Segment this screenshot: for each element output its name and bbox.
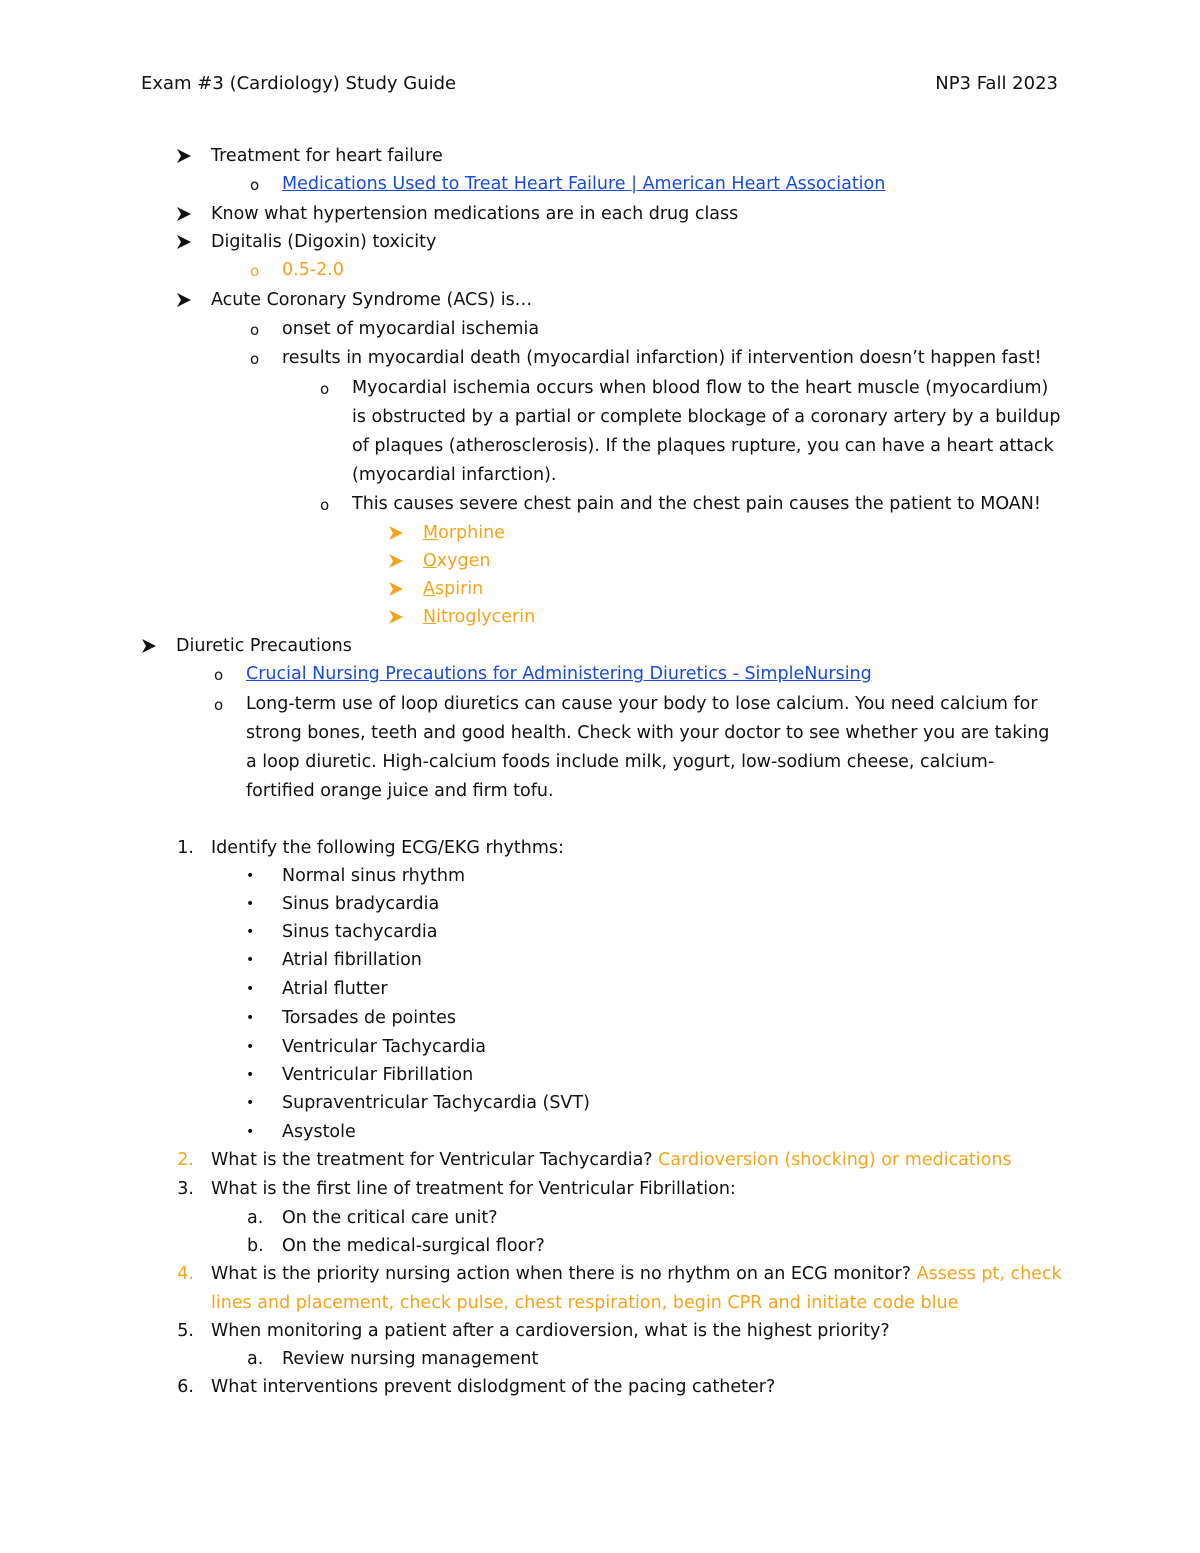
dot-bullet-icon: • (246, 924, 255, 940)
sub-label: b. (247, 1236, 264, 1256)
moan-initial: M (423, 523, 439, 543)
diuretic-note-line: fortified orange juice and firm tofu. (246, 781, 554, 801)
circle-bullet-icon: o (320, 380, 330, 398)
question-text: What is the priority nursing action when there is no rhythm on an ECG monitor? (211, 1264, 912, 1284)
moan-rest: itroglycerin (436, 607, 536, 627)
dot-bullet-icon: • (246, 868, 255, 884)
rhythm-item: Normal sinus rhythm (282, 866, 466, 886)
acs-item: results in myocardial death (myocardial infarction) if intervention doesn’t happen fast! (282, 348, 1042, 368)
acs-heading: Acute Coronary Syndrome (ACS) is… (211, 290, 533, 310)
rhythm-item: Ventricular Fibrillation (282, 1065, 474, 1085)
dot-bullet-icon: • (246, 952, 255, 968)
moan-rest: spirin (434, 579, 484, 599)
diuretic-heading: Diuretic Precautions (176, 636, 352, 656)
hypertension-item: Know what hypertension medications are in each drug class (211, 204, 739, 224)
diuretic-note-line: a loop diuretic. High-calcium foods include milk, yogurt, low-sodium cheese, calcium- (246, 752, 995, 772)
moan-nitroglycerin (423, 605, 535, 629)
header-term: NP3 Fall 2023 (935, 73, 1058, 94)
arrow-bullet-icon (389, 610, 403, 624)
moan-morphine (423, 521, 505, 545)
rhythm-item: Ventricular Tachycardia (282, 1037, 486, 1057)
header-title: Exam #3 (Cardiology) Study Guide (141, 73, 457, 94)
question-number: 4. (177, 1264, 194, 1284)
sub-label: a. (247, 1208, 264, 1228)
diuretic-note-line: Long-term use of loop diuretics can cause your body to lose calcium. You need calcium for (246, 694, 1038, 714)
dot-bullet-icon: • (246, 1124, 255, 1140)
question-item (211, 1262, 1062, 1286)
heart-failure-medications-link[interactable]: Medications Used to Treat Heart Failure | American Heart Association (282, 174, 886, 194)
arrow-bullet-icon (389, 526, 403, 540)
ischemia-text-line: Myocardial ischemia occurs when blood flow to the heart muscle (myocardium) (352, 378, 1049, 398)
sub-item: On the medical-surgical floor? (282, 1236, 545, 1256)
rhythm-item: Asystole (282, 1122, 356, 1142)
rhythm-item: Torsades de pointes (282, 1008, 456, 1028)
moan-initial: N (423, 607, 437, 627)
dot-bullet-icon: • (246, 896, 255, 912)
question-number: 3. (177, 1179, 194, 1199)
dot-bullet-icon: • (246, 1039, 255, 1055)
moan-aspirin (423, 577, 483, 601)
answer-text: Cardioversion (shocking) or medications (658, 1150, 1012, 1170)
circle-bullet-icon: o (250, 176, 260, 194)
circle-bullet-icon: o (250, 350, 260, 368)
question-number: 2. (177, 1150, 194, 1170)
arrow-bullet-icon (389, 582, 403, 596)
question-text: What is the first line of treatment for Ventricular Fibrillation: (211, 1179, 736, 1199)
arrow-bullet-icon (177, 293, 191, 307)
arrow-bullet-icon (389, 554, 403, 568)
digoxin-therapeutic-range: 0.5-2.0 (282, 260, 344, 280)
question-text: When monitoring a patient after a cardioversion, what is the highest priority? (211, 1321, 890, 1341)
ischemia-text-line: is obstructed by a partial or complete blockage of a coronary artery by a buildup (352, 407, 1061, 427)
question-item (211, 1148, 1012, 1172)
dot-bullet-icon: • (246, 981, 255, 997)
arrow-bullet-icon (177, 235, 191, 249)
question-number: 6. (177, 1377, 194, 1397)
ischemia-text-line: of plaques (atherosclerosis). If the plaques rupture, you can have a heart attack (352, 436, 1054, 456)
rhythm-item: Atrial fibrillation (282, 950, 422, 970)
answer-text: lines and placement, check pulse, chest respiration, begin CPR and initiate code blue (211, 1293, 959, 1313)
rhythm-item: Sinus bradycardia (282, 894, 440, 914)
dot-bullet-icon: • (246, 1010, 255, 1026)
ischemia-text-line: (myocardial infarction). (352, 465, 557, 485)
sub-item: On the critical care unit? (282, 1208, 498, 1228)
circle-bullet-icon: o (320, 496, 330, 514)
arrow-bullet-icon (177, 149, 191, 163)
moan-initial: A (423, 579, 435, 599)
arrow-bullet-icon (142, 639, 156, 653)
question-text: Identify the following ECG/EKG rhythms: (211, 838, 564, 858)
circle-bullet-icon: o (250, 321, 260, 339)
sub-label: a. (247, 1349, 264, 1369)
circle-bullet-icon: o (250, 262, 260, 280)
sub-item: Review nursing management (282, 1349, 539, 1369)
heart-failure-heading: Treatment for heart failure (211, 146, 443, 166)
dot-bullet-icon: • (246, 1095, 255, 1111)
digitalis-heading: Digitalis (Digoxin) toxicity (211, 232, 437, 252)
rhythm-item: Sinus tachycardia (282, 922, 438, 942)
question-text: What is the treatment for Ventricular Tachycardia? (211, 1150, 653, 1170)
diuretic-note-line: strong bones, teeth and good health. Check with your doctor to see whether you are taking (246, 723, 1050, 743)
question-number: 1. (177, 838, 194, 858)
moan-oxygen (423, 549, 490, 573)
diuretic-precautions-link[interactable]: Crucial Nursing Precautions for Administering Diuretics - SimpleNursing (246, 664, 872, 684)
rhythm-item: Atrial flutter (282, 979, 388, 999)
moan-intro: This causes severe chest pain and the chest pain causes the patient to MOAN! (352, 494, 1041, 514)
moan-rest: orphine (438, 523, 505, 543)
arrow-bullet-icon (177, 207, 191, 221)
acs-item: onset of myocardial ischemia (282, 319, 540, 339)
dot-bullet-icon: • (246, 1067, 255, 1083)
moan-rest: xygen (436, 551, 491, 571)
question-text: What interventions prevent dislodgment of the pacing catheter? (211, 1377, 776, 1397)
rhythm-item: Supraventricular Tachycardia (SVT) (282, 1093, 590, 1113)
circle-bullet-icon: o (214, 666, 224, 684)
answer-text: Assess pt, check (916, 1264, 1062, 1284)
question-number: 5. (177, 1321, 194, 1341)
circle-bullet-icon: o (214, 696, 224, 714)
moan-initial: O (423, 551, 437, 571)
